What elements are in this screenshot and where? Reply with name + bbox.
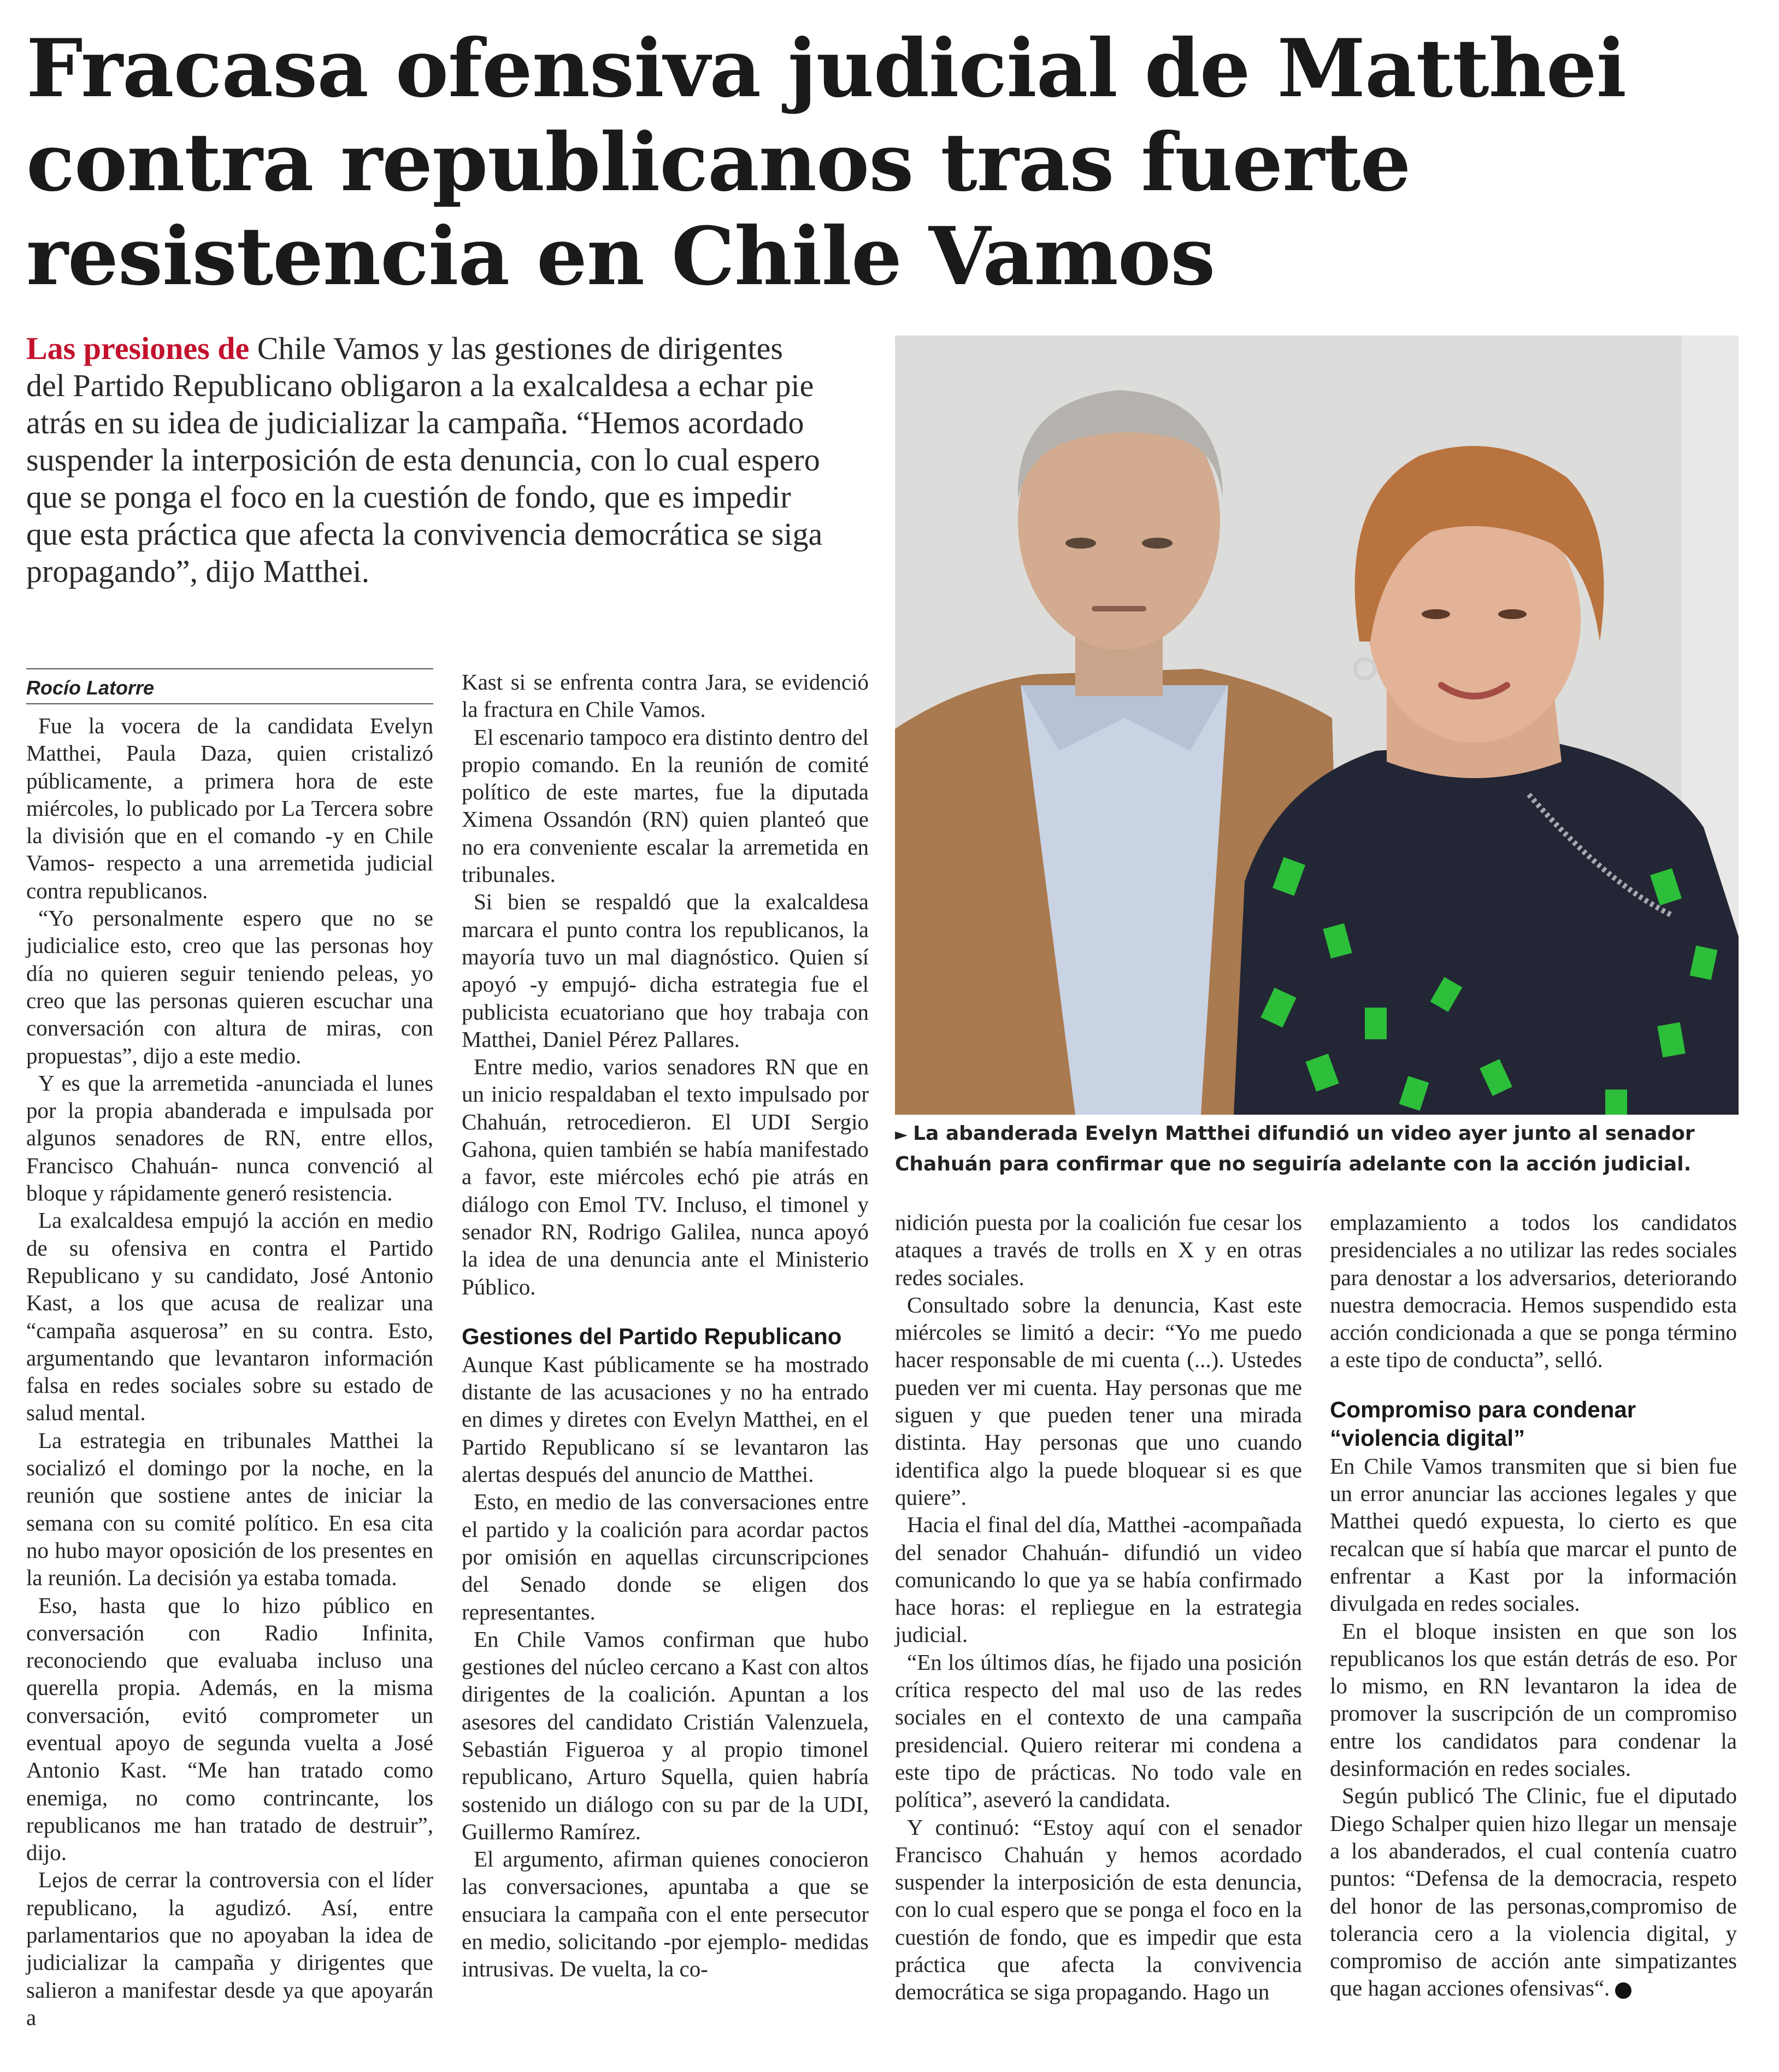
paragraph: Entre medio, varios senadores RN que en un inicio respaldaban el texto impulsado por Chahuán, retrocedieron. El UDI Sergio Gahona, quien también se había manifestado a favor, este miércoles echó pie atrás en diálogo con Emol TV. Incluso, el timonel y senador RN, Rodrigo Galilea, nunca apoyó la idea de una denuncia ante el Ministerio Público. xyxy=(462,1054,869,1299)
paragraph: Si bien se respaldó que la exalcaldesa marcara el punto contra los republicanos, la mayoría tuvo un mal diagnóstico. Quien sí apoyó -y empujó- dicha estrategia fue el publicista ecuatoriano que hoy trabaja con Matthei, Daniel Pérez Pallares. xyxy=(462,889,869,1052)
column-1 xyxy=(26,668,433,2031)
paragraph: Eso, hasta que lo hizo público en conversación con Radio Infinita, reconociendo que evaluaba incluso una querella propia. Además, en la misma conversación, evitó comprometer un eventual apoyo de segunda vuelta a José Antonio Kast. “Me han tratado como enemiga, no como contrincante, los republicanos me han tratado de destruir”, dijo. xyxy=(26,1592,433,1865)
paragraph: En Chile Vamos transmiten que si bien fue un error anunciar las acciones legales y que Matthei quedó expuesta, lo cierto es que recalcan que sí había que marcar el punto de enfrentar a Kast por la información divulgada en redes sociales. xyxy=(1330,1453,1737,1616)
paragraph: En Chile Vamos confirman que hubo gestiones del núcleo cercano a Kast con altos dirigentes de la coalición. Apuntan a los asesores del candidato Cristián Valenzuela, Sebastián Figueroa y al propio timonel republicano, Arturo Squella, quien habría sostenido un diálogo con su par de la UDI, Guillermo Ramírez. xyxy=(462,1626,869,1844)
paragraph: Aunque Kast públicamente se ha mostrado distante de las acusaciones y no ha entrado en dimes y diretes con Evelyn Matthei, en el Partido Republicano sí se levantaron las alertas después del anuncio de Matthei. xyxy=(462,1351,869,1487)
lede-text: Chile Vamos y las gestiones de dirigentes del Partido Republicano obligaron a la exalcaldesa a echar pie atrás en su idea de judicializar la campaña. “Hemos acordado suspender la interposición de esta denuncia, con lo cual espero que se ponga el foco en la cuestión de fondo, que es impedir que esta práctica que afecta la convivencia democrática se siga propagando”, dijo Matthei. xyxy=(26,331,823,589)
byline-block xyxy=(26,668,433,704)
paragraph: La exalcaldesa empujó la acción en medio de su ofensiva en contra el Partido Republicano y su candidato, José Antonio Kast, a los que acusa de realizar una “campaña asquerosa” en su contra. Esto, argumentando que levantaron información falsa en redes sociales sobre su estado de salud mental. xyxy=(26,1208,433,1426)
paragraph: Fue la vocera de la candidata Evelyn Matthei, Paula Daza, quien cristalizó públicamente, a primera hora de este miércoles, lo publicado por La Tercera sobre la división que en el comando -y en Chile Vamos- respecto a una arremetida judicial contra republicanos. xyxy=(26,713,433,903)
column-3 xyxy=(895,1209,1302,2006)
byline-rule xyxy=(26,673,433,704)
headline: Fracasa ofensiva judicial de Matthei contra republicanos tras fuerte resistencia en Chile Vamos xyxy=(26,22,1627,303)
lede xyxy=(26,330,829,590)
paragraph: La estrategia en tribunales Matthei la socializó el domingo por la noche, en la reunión que sostiene antes de iniciar la semana con su comité político. En esa cita no hubo mayor oposición de los presentes en la reunión. La decisión ya estaba tomada. xyxy=(26,1427,433,1591)
paragraph: nidición puesta por la coalición fue cesar los ataques a través de trolls en X y en otras redes sociales. xyxy=(895,1210,1302,1290)
photo-caption xyxy=(895,1119,1739,1179)
article-photo xyxy=(895,335,1739,1115)
column-4 xyxy=(1330,1209,1737,2002)
column-2 xyxy=(462,668,869,1983)
paragraph: “Yo personalmente espero que no se judicialice esto, creo que las personas hoy día no quieren seguir teniendo peleas, yo creo que las personas quieren escuchar una conversación con altura de miras, con propuestas”, dijo a este medio. xyxy=(26,905,433,1068)
byline: Rocío Latorre xyxy=(26,676,155,699)
paragraph: En el bloque insisten en que son los republicanos los que están detrás de eso. Por lo mismo, en RN levantaron la idea de promover la suscripción de un compromiso entre los candidatos para condenar la desinformación en redes sociales. xyxy=(1330,1618,1737,1781)
paragraph: emplazamiento a todos los candidatos presidenciales a no utilizar las redes sociales para denostar a los adversarios, deteriorando nuestra democracia. Hemos suspendido esta acción condicionada a que se ponga término a este tipo de conducta”, selló. xyxy=(1330,1210,1737,1373)
paragraph xyxy=(1330,1782,1737,2002)
subhead-compromiso: Compromiso para condenar “violencia digital” xyxy=(1330,1396,1636,1451)
paragraph: Consultado sobre la denuncia, Kast este miércoles se limitó a decir: “Yo me puedo hacer responsable de mi cuenta (...). Ustedes pueden ver mi cuenta. Hay personas que me siguen y que pueden tener una mirada distinta. Hay personas que uno cuando identifica algo la puede bloquear si es que quiere”. xyxy=(895,1292,1302,1510)
paragraph: Y continuó: “Estoy aquí con el senador Francisco Chahuán y hemos acordado suspender la interposición de esta denuncia, con lo cual espero que se ponga el foco en la cuestión de fondo, que es impedir que esta práctica que afecta la convivencia democrática se siga propagando. Hago un xyxy=(895,1814,1302,2005)
final-paragraph-text: Según publicó The Clinic, fue el diputado Diego Schalper quien hizo llegar un mensaje a los abanderados, el cual contenía cuatro puntos: “Defensa de la democracia, respeto del honor de las personas,compromiso de tolerancia cero a la violencia digital, y compromiso de acción ante simpatizantes que hagan acciones ofensivas“. xyxy=(1330,1783,1737,2001)
caption-arrow-icon: ► xyxy=(895,1125,908,1144)
lede-kicker: Las presiones de xyxy=(26,331,250,366)
paragraph: El argumento, afirman quienes conocieron las conversaciones, apuntaba a que se ensuciara la campaña con el ente persecutor en medio, solicitando -por ejemplo- medidas intrusivas. De vuelta, la co- xyxy=(462,1846,869,1982)
paragraph: Kast si se enfrenta contra Jara, se evidenció la fractura en Chile Vamos. xyxy=(462,669,869,722)
paragraph: Lejos de cerrar la controversia con el líder republicano, la agudizó. Así, entre parlamentarios que no apoyaban la idea de judicializar la campaña y dirigentes que salieron a manifestar desde ya que apoyarán a xyxy=(26,1867,433,2030)
end-mark-icon xyxy=(1615,1982,1631,1999)
paragraph: “En los últimos días, he fijado una posición crítica respecto del mal uso de las redes sociales en el contexto de una campaña presidencial. Quiero reiterar mi condena a este tipo de prácticas. No todo vale en política”, aseveró la candidata. xyxy=(895,1649,1302,1812)
paragraph: Hacia el final del día, Matthei -acompañada del senador Chahuán- difundió un video comunicando lo que ya se había confirmado hace horas: el repliegue en la estrategia judicial. xyxy=(895,1512,1302,1647)
photo-illustration xyxy=(895,335,1739,1115)
subhead-republicano: Gestiones del Partido Republicano xyxy=(462,1323,842,1349)
paragraph: El escenario tampoco era distinto dentro del propio comando. En la reunión de comité político de este martes, fue la diputada Ximena Ossandón (RN) quien planteó que no era conveniente escalar la arremetida en tribunales. xyxy=(462,724,869,887)
paragraph: Esto, en medio de las conversaciones entre el partido y la coalición para acordar pactos por omisión en aquellas circunscripciones del Senado donde se eligen dos representantes. xyxy=(462,1489,869,1624)
caption-text: La abanderada Evelyn Matthei difundió un video ayer junto al senador Chahuán para confirmar que no seguiría adelante con la acción judicial. xyxy=(895,1122,1695,1175)
paragraph: Y es que la arremetida -anunciada el lunes por la propia abanderada e impulsada por algunos senadores de RN, entre ellos, Francisco Chahuán- nunca convenció al bloque y rápidamente generó resistencia. xyxy=(26,1070,433,1206)
